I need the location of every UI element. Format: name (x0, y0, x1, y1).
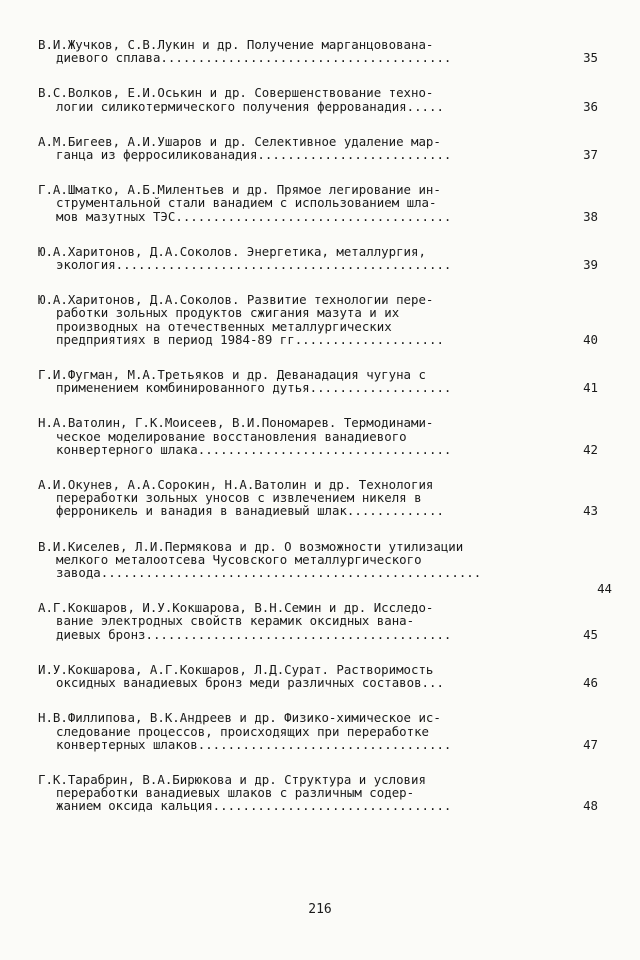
toc-entry-line: мелкого металоотсева Чусовского металлургического (56, 551, 422, 567)
toc-entry-line: ческое моделирование восстановления ванадиевого (56, 428, 407, 444)
toc-entry-line: оксидных ванадиевых бронз меди различных составов... (56, 675, 444, 691)
toc-entry-line: жанием оксида кальция................................ (56, 798, 452, 814)
toc-entry-line: Г.К.Тарабрин, В.А.Бирюкова и др. Структура и условия (38, 771, 426, 787)
toc-entry (38, 293, 598, 346)
toc-entry-line: конвертерных шлаков.................................. (56, 736, 452, 752)
toc-entry-line: логии силикотермического получения феррованадия..... (56, 98, 444, 114)
toc-entry-line: мов мазутных ТЭС..................................... (56, 208, 452, 224)
toc-entry-line: Н.В.Филлипова, В.К.Андреев и др. Физико-химическое ис- (38, 710, 441, 726)
toc-entry-line: переработки зольных уносов с извлечением никеля в (56, 490, 422, 506)
toc-page-number: 40 (583, 331, 598, 347)
toc-entry (38, 711, 598, 751)
toc-entry (38, 538, 612, 597)
toc-entry-line: предприятиях в период 1984-89 гг.................... (56, 331, 444, 347)
toc-page-number: 35 (583, 50, 598, 66)
toc-entry (38, 416, 598, 456)
toc-entry-line: И.У.Кокшарова, А.Г.Кокшаров, Л.Д.Сурат. Растворимость (38, 661, 434, 677)
toc-entry-line: Н.А.Ватолин, Г.К.Моисеев, В.И.Пономарев. Термодинами- (38, 415, 434, 431)
toc-entry-line: диевого сплава....................................... (56, 50, 452, 66)
toc-entry-line: следование процессов, происходящих при переработке (56, 723, 429, 739)
toc-entry-line: Ю.А.Харитонов, Д.А.Соколов. Развитие технологии пере- (38, 292, 434, 308)
toc-entry-line: применением комбинированного дутья................... (56, 380, 452, 396)
toc-page-number: 45 (583, 626, 598, 642)
toc-entry-line: Г.А.Шматко, А.Б.Милентьев и др. Прямое легирование ин- (38, 182, 441, 198)
toc-page-number: 43 (583, 503, 598, 519)
toc-entry-line: В.С.Волков, Е.И.Оськин и др. Совершенствование техно- (38, 85, 434, 101)
toc-entry-line: А.И.Окунев, А.А.Сорокин, Н.А.Ватолин и др. Технология (38, 477, 434, 493)
table-of-contents (38, 37, 612, 835)
toc-page-number: 47 (583, 736, 598, 752)
toc-page-number: 38 (583, 208, 598, 224)
toc-entry (38, 663, 598, 689)
toc-entry (38, 86, 598, 112)
page-number: 216 (308, 902, 332, 917)
toc-entry (38, 773, 598, 813)
toc-entry-line: работки зольных продуктов сжигания мазута и их (56, 305, 400, 321)
toc-page-number: 48 (583, 798, 598, 814)
toc-entry-line: диевых бронз......................................... (56, 626, 452, 642)
toc-entry-line: В.И.Киселев, Л.И.Пермякова и др. О возможности утилизации (38, 538, 464, 554)
toc-page-number: 36 (583, 98, 598, 114)
toc-entry (38, 601, 598, 641)
toc-entry-line: переработки ванадиевых шлаков с различным содер- (56, 785, 415, 801)
toc-entry-line: А.Г.Кокшаров, И.У.Кокшарова, В.Н.Семин и др. Исследо- (38, 600, 434, 616)
toc-entry-line: вание электродных свойств керамик оксидных вана- (56, 613, 415, 629)
toc-entry-line: ганца из ферросиликованадия.......................... (56, 147, 452, 163)
toc-entry-line: экология............................................. (56, 257, 452, 273)
toc-entry-line: ферроникель и ванадия в ванадиевый шлак............. (56, 503, 444, 519)
toc-page-number: 39 (583, 257, 598, 273)
toc-entry-line: конвертерного шлака.................................. (56, 441, 452, 457)
toc-page-number: 46 (583, 675, 598, 691)
toc-entry-line: струментальной стали ванадием с использованием шла- (56, 195, 437, 211)
toc-entry (38, 478, 598, 518)
toc-entry-line: А.М.Бигеев, А.И.Ушаров и др. Селективное удаление мар- (38, 133, 441, 149)
toc-page-number: 41 (583, 380, 598, 396)
toc-entry-line: В.И.Жучков, С.В.Лукин и др. Получение марганцовована- (38, 37, 434, 52)
toc-entry (38, 368, 598, 394)
toc-page-number: 37 (583, 147, 598, 163)
toc-page-number: 42 (583, 441, 598, 457)
toc-entry (38, 245, 598, 271)
toc-page-number: 44 (597, 581, 612, 597)
toc-entry-line: Г.И.Фугман, М.А.Третьяков и др. Деванадация чугуна с (38, 367, 426, 383)
toc-entry-line: завода................................................... (56, 565, 482, 581)
toc-entry (38, 183, 598, 223)
toc-entry (38, 135, 598, 161)
toc-entry-line: Ю.А.Харитонов, Д.А.Соколов. Энергетика, металлургия, (38, 243, 426, 259)
toc-entry (38, 38, 598, 64)
toc-entry-line: производных на отечественных металлургических (56, 318, 392, 334)
